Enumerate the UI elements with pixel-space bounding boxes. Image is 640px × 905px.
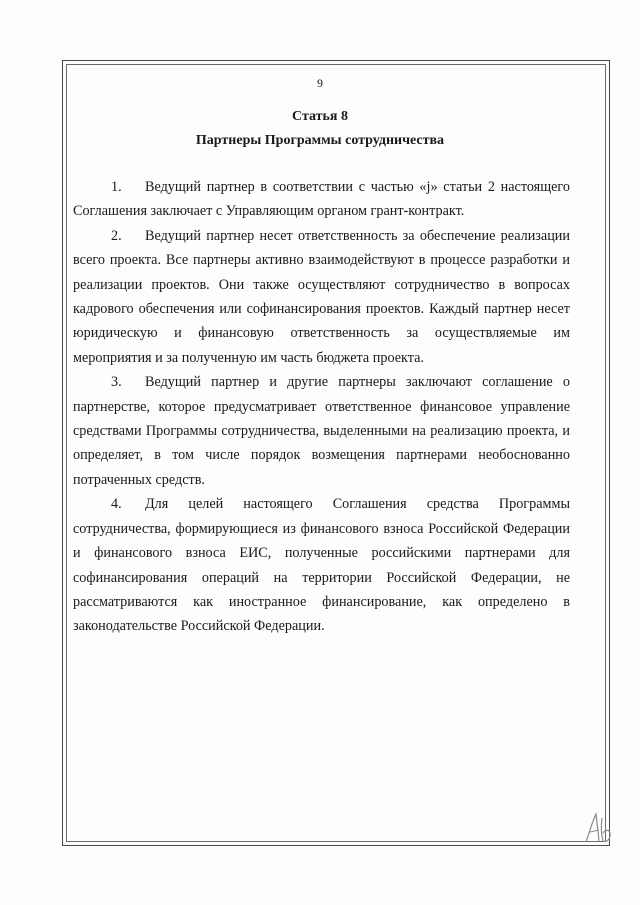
handwritten-initials xyxy=(582,808,616,848)
paragraph-number: 2. xyxy=(111,227,122,244)
paragraph-1 xyxy=(73,175,570,224)
paragraph-number: 3. xyxy=(111,374,122,391)
paragraph-text: Для целей настоящего Соглашения средства Программы сотрудничества, формирующиеся из финансового взноса Российской Федерации и финансового взноса ЕИС, полученные российскими партнерами для софинансирования операций на территории Российской Федерации, не рассматриваются как иностранное финансирование, как определено в законодательстве Российской Федерации. xyxy=(73,496,570,635)
article-body xyxy=(73,175,570,639)
page-number: 9 xyxy=(317,76,323,90)
paragraph-2 xyxy=(73,224,570,370)
article-subtitle: Партнеры Программы сотрудничества xyxy=(195,133,445,148)
paragraph-text: Ведущий партнер в соответствии с частью «j» статьи 2 настоящего Соглашения заключает с Управляющим органом грант-контракт. xyxy=(73,179,570,220)
article-title: Статья 8 xyxy=(292,109,348,124)
paragraph-text: Ведущий партнер и другие партнеры заключают соглашение о партнерстве, которое предусматривает ответственное финансовое управление средствами Программы сотрудничества, выделенными на реализацию проекта, и определяет, в том числе порядок возмещения партнерами необоснованно потраченных средств. xyxy=(73,374,570,488)
paragraph-4 xyxy=(73,492,570,638)
paragraph-number: 4. xyxy=(111,496,122,513)
paragraph-number: 1. xyxy=(111,179,122,195)
paragraph-text: Ведущий партнер несет ответственность за обеспечение реализации всего проекта. Все партнеры активно взаимодействуют в процессе разработки и реализации проектов. Они также осуществляют сотрудничество в вопросах кадрового обеспечения или софинансирования проектов. Каждый партнер несет юридическую и финансовую ответственность за осуществляемые им мероприятия и за полученную им часть бюджета проекта. xyxy=(73,227,570,366)
paragraph-3 xyxy=(73,370,570,492)
